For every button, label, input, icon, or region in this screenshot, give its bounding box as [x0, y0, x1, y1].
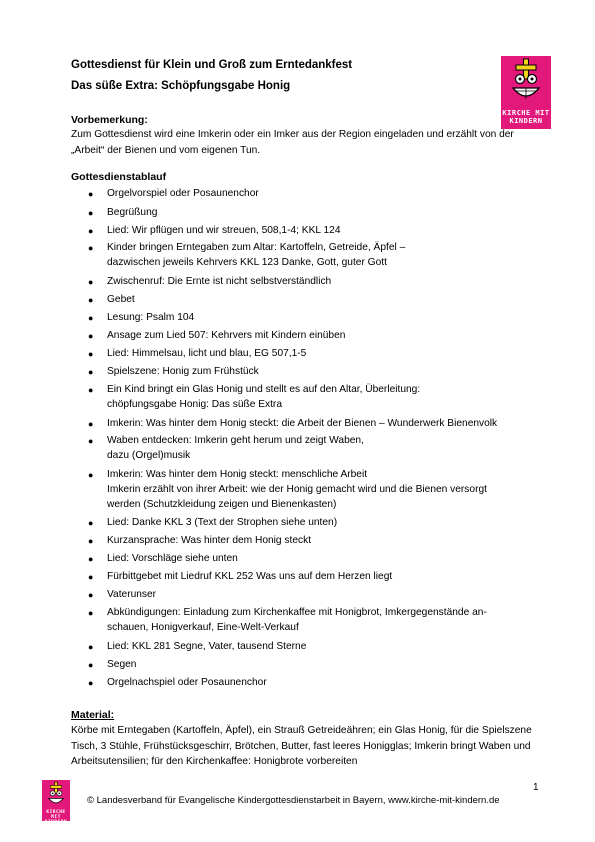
bullet-icon: ●: [88, 243, 94, 253]
bullet-icon: ●: [88, 678, 94, 688]
list-item-text: Begrüßung: [107, 207, 158, 218]
logo-text-line2: KINDERN: [509, 117, 543, 125]
list-item-text: Kinder bringen Erntegaben zum Altar: Kartoffeln, Getreide, Äpfel – dazwischen jeweils Kehrvers KKL 123 Danke, Gott, guter Gott: [107, 242, 406, 268]
list-item-text: Kurzansprache: Was hinter dem Honig steckt: [107, 535, 312, 546]
bullet-icon: ●: [88, 313, 94, 323]
vorbemerkung-text: Zum Gottesdienst wird eine Imkerin oder ein Imker aus der Region eingeladen und erzählt von der „Arbeit“ der Bienen und vom eigenen Tun.: [71, 129, 514, 156]
logo-text-line2: KINDERN: [44, 820, 68, 825]
list-item-text: Zwischenruf: Die Ernte ist nicht selbstverständlich: [107, 276, 332, 287]
bullet-icon: ●: [88, 436, 94, 446]
list-item-text: Orgelvorspiel oder Posaunenchor: [107, 188, 259, 199]
child-with-cross-icon: [501, 56, 551, 108]
logo-text-line1: KIRCHE MIT: [502, 109, 550, 117]
bullet-icon: ●: [88, 385, 94, 395]
logo-text-line1: KIRCHE MIT: [46, 810, 66, 820]
bullet-icon: ●: [88, 572, 94, 582]
bullet-icon: ●: [88, 367, 94, 377]
footer-copyright: © Landesverband für Evangelische Kindergottesdienstarbeit in Bayern, www.kirche-mit-kindern.de: [87, 795, 500, 806]
ablauf-heading: Gottesdienstablauf: [71, 171, 167, 183]
kirche-mit-kindern-logo: [501, 56, 551, 129]
vorbemerkung-heading: Vorbemerkung:: [71, 114, 148, 126]
bullet-icon: ●: [88, 518, 94, 528]
bullet-icon: ●: [88, 660, 94, 670]
bullet-icon: ●: [88, 295, 94, 305]
list-item-text: Lied: Himmelsau, licht und blau, EG 507,1-5: [107, 348, 307, 359]
list-item-text: Orgelnachspiel oder Posaunenchor: [107, 677, 267, 688]
list-item-text: Lesung: Psalm 104: [107, 312, 195, 323]
bullet-icon: ●: [88, 331, 94, 341]
bullet-icon: ●: [88, 536, 94, 546]
bullet-icon: ●: [88, 608, 94, 618]
list-item-text: Gebet: [107, 294, 135, 305]
list-item-text: Lied: Danke KKL 3 (Text der Strophen siehe unten): [107, 517, 338, 528]
document-title: Gottesdienst für Klein und Groß zum Erntedankfest: [71, 59, 353, 71]
bullet-icon: ●: [88, 208, 94, 218]
bullet-icon: ●: [88, 189, 94, 199]
document-subtitle: Das süße Extra: Schöpfungsgabe Honig: [71, 80, 291, 92]
list-item-text: Lied: KKL 281 Segne, Vater, tausend Sterne: [107, 641, 307, 652]
list-item-text: Ein Kind bringt ein Glas Honig und stellt es auf den Altar, Überleitung: chöpfungsgabe Honig: Das süße Extra: [107, 384, 421, 410]
bullet-icon: ●: [88, 226, 94, 236]
list-item-text: Spielszene: Honig zum Frühstück: [107, 366, 259, 377]
bullet-icon: ●: [88, 277, 94, 287]
bullet-icon: ●: [88, 470, 94, 480]
material-heading: Material:: [71, 709, 115, 721]
bullet-icon: ●: [88, 419, 94, 429]
list-item-text: Fürbittgebet mit Liedruf KKL 252 Was uns auf dem Herzen liegt: [107, 571, 393, 582]
list-item-text: Vaterunser: [107, 589, 157, 600]
bullet-icon: ●: [88, 349, 94, 359]
list-item-text: Imkerin: Was hinter dem Honig steckt: die Arbeit der Bienen – Wunderwerk Bienenvolk: [107, 418, 498, 429]
list-item-text: Abkündigungen: Einladung zum Kirchenkaffee mit Honigbrot, Imkergegenstände an- schauen, Honigverkauf, Eine-Welt-Verkauf: [107, 607, 487, 633]
list-item-text: Ansage zum Lied 507: Kehrvers mit Kindern einüben: [107, 330, 346, 341]
list-item-text: Segen: [107, 659, 137, 670]
page-number: 1: [533, 782, 539, 793]
bullet-icon: ●: [88, 642, 94, 652]
material-text: Körbe mit Erntegaben (Kartoffeln, Äpfel), ein Strauß Getreideähren; ein Glas Honig, für die Spielszene Tisch, 3 Stühle, Frühstücksgeschirr, Brötchen, Butter, fast leeres Honigglas; Imkerin bringt Waben und Arbeitsutensilien; für den Kirchenkaffee: Honigbrote vorbereiten: [71, 725, 532, 768]
bullet-icon: ●: [88, 554, 94, 564]
footer-logo: [42, 780, 70, 825]
child-with-cross-icon: [42, 780, 70, 810]
list-item-text: Lied: Wir pflügen und wir streuen, 508,1-4; KKL 124: [107, 225, 341, 236]
list-item-text: Imkerin: Was hinter dem Honig steckt: menschliche Arbeit Imkerin erzählt von ihrer Arbeit: wie der Honig gemacht wird und die Bienen versorgt werden (Schutzkleidung zeigen und Bienenkasten): [107, 469, 487, 510]
bullet-icon: ●: [88, 590, 94, 600]
list-item-text: Waben entdecken: Imkerin geht herum und zeigt Waben, dazu (Orgel)musik: [107, 435, 364, 461]
list-item-text: Lied: Vorschläge siehe unten: [107, 553, 238, 564]
